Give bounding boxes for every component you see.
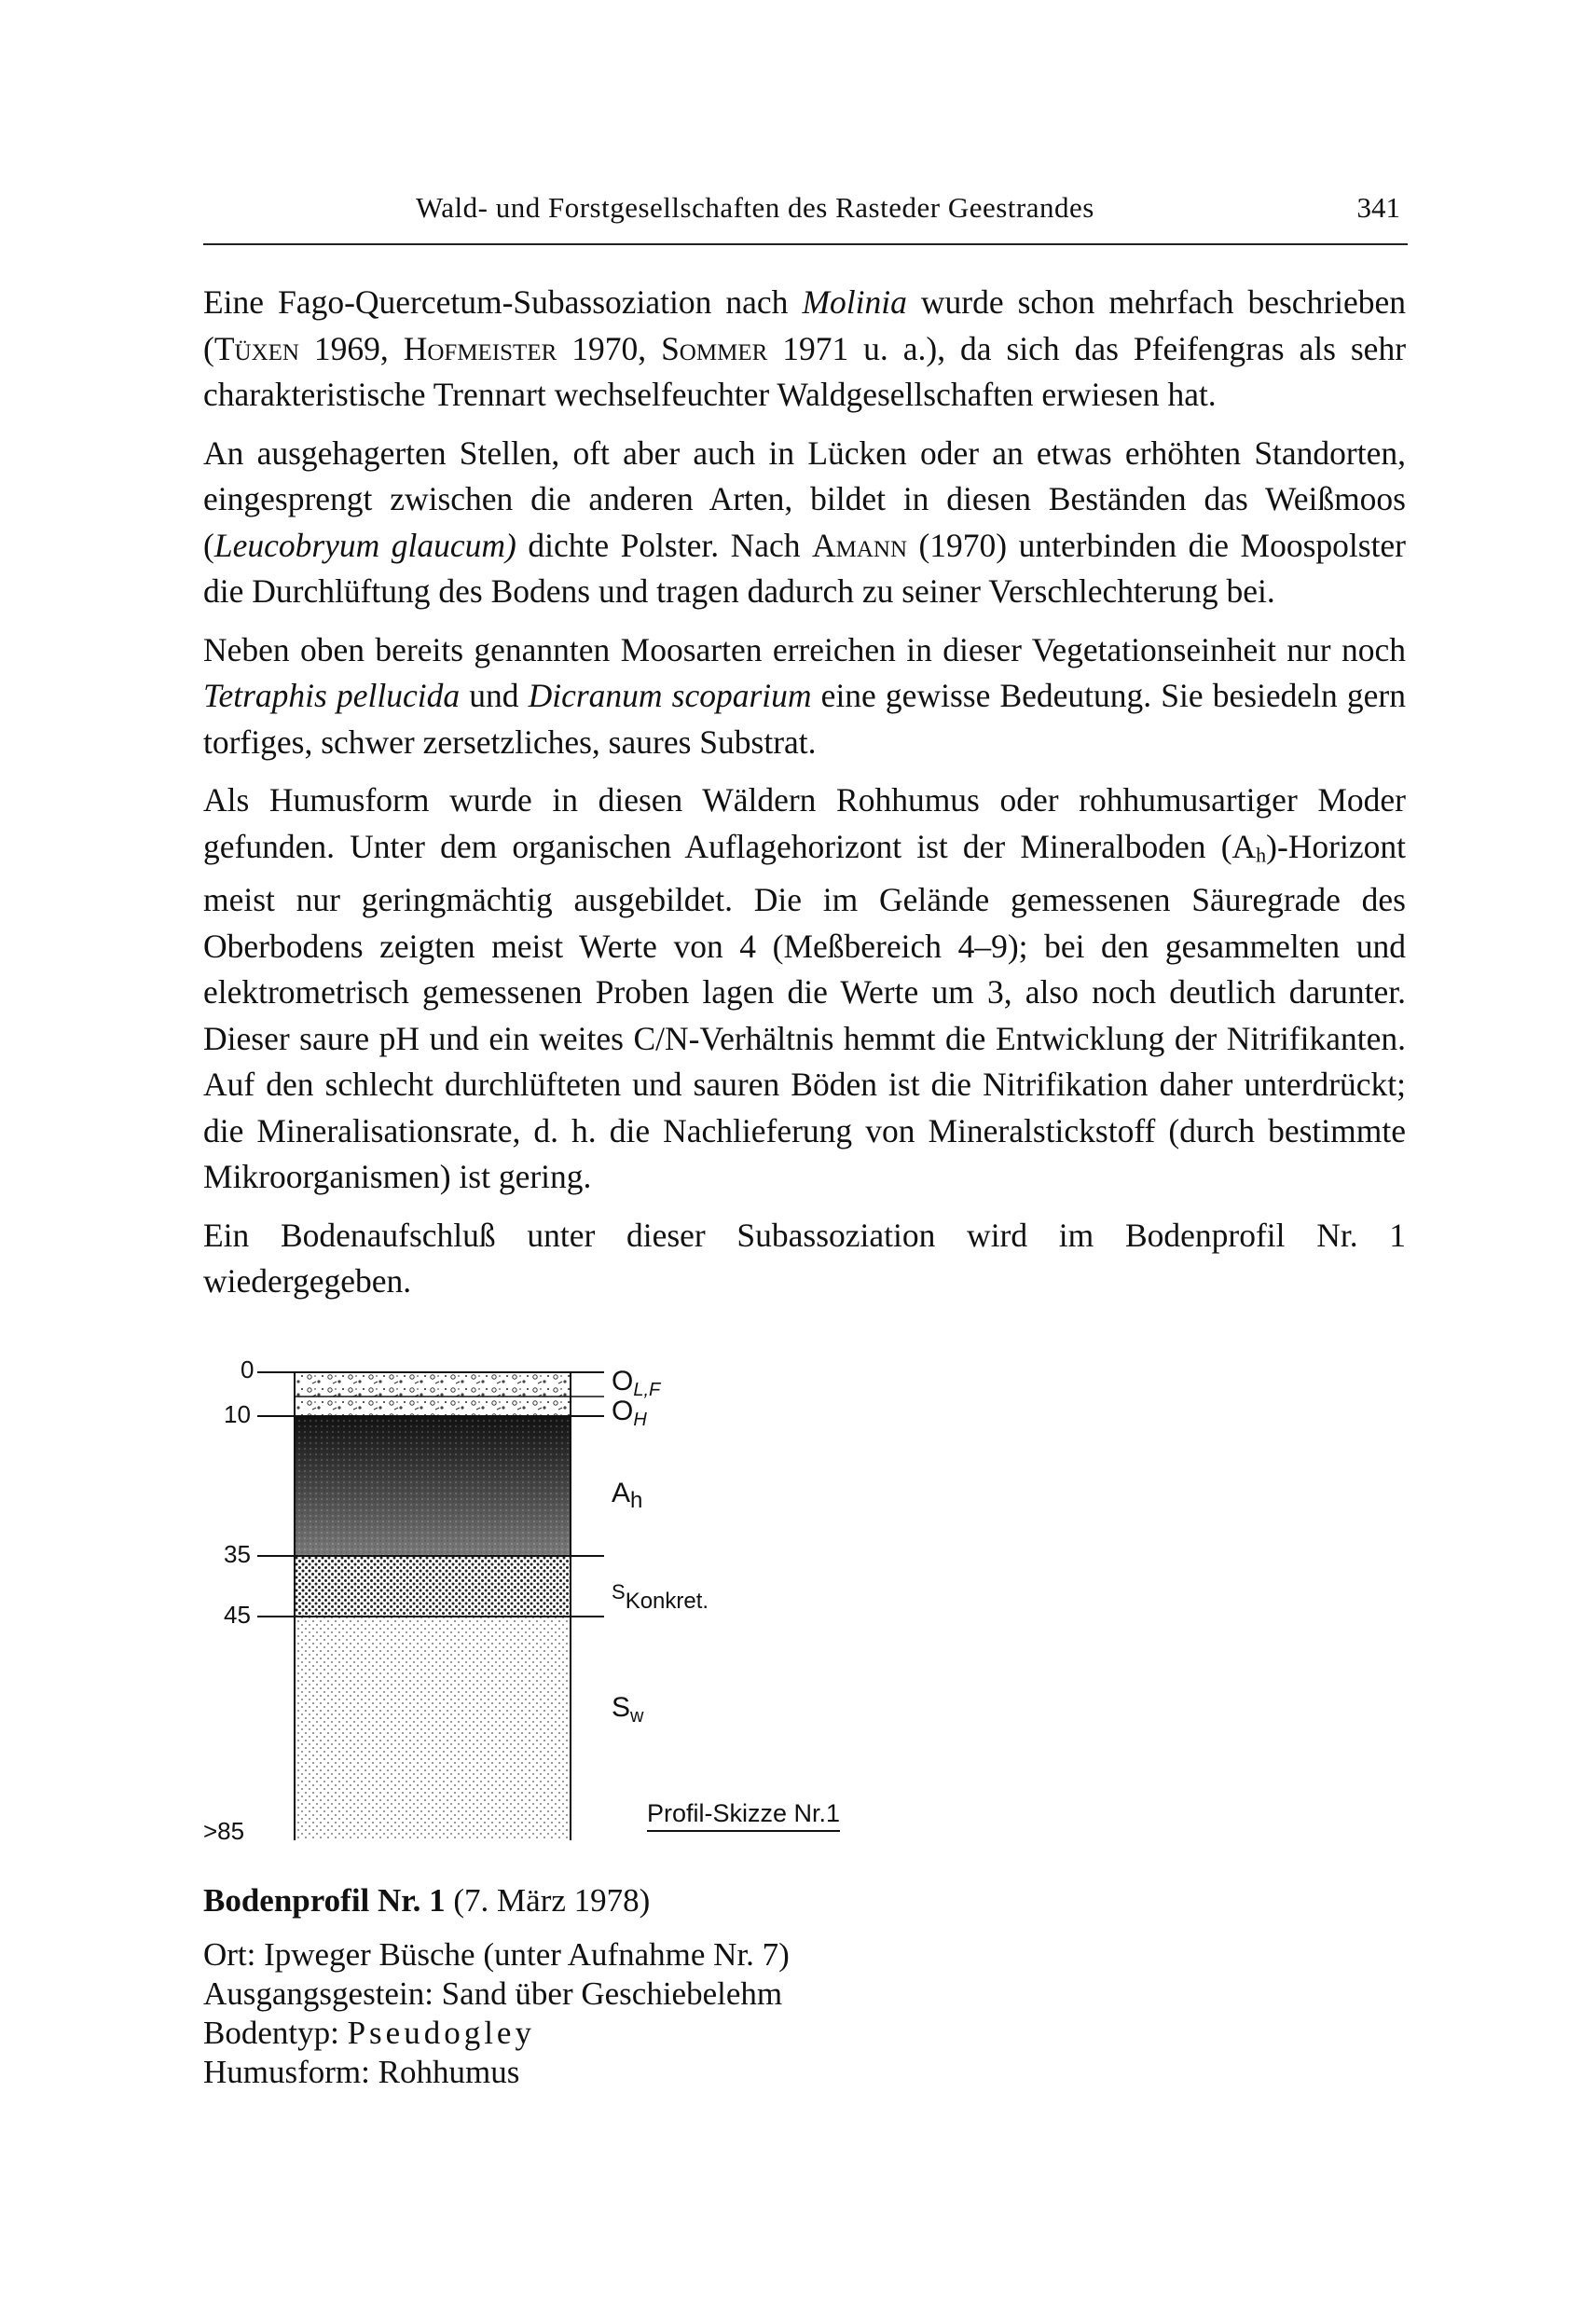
profile-description xyxy=(203,1881,1135,2092)
profile-bodentyp: Bodentyp: Pseudogley xyxy=(203,2015,535,2051)
horizon-skonkret xyxy=(295,1556,571,1617)
label-olf: $O_{L,F}$ xyxy=(612,1366,661,1400)
author-tuexen: Tüxen xyxy=(213,329,299,367)
profile-drawing xyxy=(203,1347,949,1851)
depth-label-85: >85 xyxy=(203,1817,245,1845)
paragraph-3: Neben oben bereits genannten Moosarten erreichen in dieser Vegetationseinheit nur noch Tetraphis pellucida und Dicranum scoparium eine gewisse Bedeutung. Sie besiedeln gern torfiges, schwer zersetzliches, saures Substrat. xyxy=(203,630,1407,761)
profile-humusform: Humusform: Rohhumus xyxy=(203,2054,520,2090)
label-ah: $A_h$ xyxy=(612,1478,643,1513)
header-title: Wald- und Forstgesellschaften des Rasteder Geestrandes xyxy=(416,191,1094,224)
soil-profile-sketch xyxy=(203,1347,949,1851)
running-header xyxy=(203,191,1408,245)
taxon-dicranum: Dicranum scoparium xyxy=(528,677,812,714)
body-text xyxy=(203,280,1406,1317)
profile-ort: Ort: Ipweger Büsche (unter Aufnahme Nr. 7) xyxy=(203,1936,790,1973)
label-skonkret: $^S$Konkret. xyxy=(612,1580,709,1614)
label-sw: $S_w$ xyxy=(612,1692,644,1727)
paragraph-2: An ausgehagerten Stellen, oft aber auch in Lücken oder an etwas erhöhten Standorten, eingesprengt zwischen die anderen Arten, bildet in diesen Beständen das Weißmoos (Leucobryum glaucum) dichte Polster. Nach Amann (1970) unterbinden die Moospolster die Durchlüftung des Bodens und tragen dadurch zu seiner Verschlechterung bei. xyxy=(203,434,1407,610)
paragraph-4: Als Humusform wurde in diesen Wäldern Rohhumus oder rohhumusartiger Moder gefunden. Unter dem organischen Auflagehorizont ist der Mineralboden $(A_h)$-Horizont meist nur geringmächtig ausgebildet. Die im Gelände gemessenen Säuregrade des Oberbodens zeigten meist Werte von 4 (Meßbereich 4–9); bei den gesammelten und elektrometrisch gemessenen Proben lagen die Werte um 3, also noch deutlich darunter. Dieser saure pH und ein weites C/N-Verhältnis hemmt die Entwicklung der Nitrifikanten. Auf den schlecht durchlüfteten und sauren Böden ist die Nitrifikation daher unterdrückt; die Mineralisationsrate, d. h. die Nachlieferung von Mineralstickstoff (durch bestimmte Mikroorganismen) ist gering. xyxy=(203,781,1406,1196)
horizon-olf xyxy=(295,1372,571,1397)
sketch-caption: Profil-Skizze Nr.1 xyxy=(647,1799,840,1832)
depth-label-45: 45 xyxy=(224,1601,251,1629)
profile-ausgangsgestein: Ausgangsgestein: Sand über Geschiebelehm xyxy=(203,1975,783,2012)
paragraph-1: Eine Fago-Quercetum-Subassoziation nach Molinia wurde schon mehrfach beschrieben (Tüxen 1969, Hofmeister 1970, Sommer 1971 u. a.), da sich das Pfeifengras als sehr charakteristische Trennart wechselfeuchter Waldgesellschaften erwiesen hat. xyxy=(203,283,1407,413)
profile-title: Bodenprofil Nr. 1 (7. März 1978) xyxy=(203,1882,651,1919)
depth-label-0: 0 xyxy=(241,1356,255,1383)
depth-label-10: 10 xyxy=(224,1400,251,1428)
horizon-oh xyxy=(295,1397,571,1416)
taxon-molinia: Molinia xyxy=(802,283,907,321)
paragraph-5: Ein Bodenaufschluß unter dieser Subassoziation wird im Bodenprofil Nr. 1 wiedergegeben. xyxy=(203,1216,1406,1300)
label-oh: $O_H$ xyxy=(612,1396,647,1430)
author-amann: Amann xyxy=(811,526,907,564)
taxon-leucobryum: Leucobryum glaucum) xyxy=(213,526,516,564)
author-hofmeister: Hofmeister xyxy=(403,329,557,367)
taxon-tetraphis: Tetraphis pellucida xyxy=(203,677,461,714)
depth-label-35: 35 xyxy=(224,1540,251,1568)
page-number: 341 xyxy=(1356,191,1400,224)
horizon-sw xyxy=(295,1617,571,1840)
author-sommer: Sommer xyxy=(661,329,768,367)
